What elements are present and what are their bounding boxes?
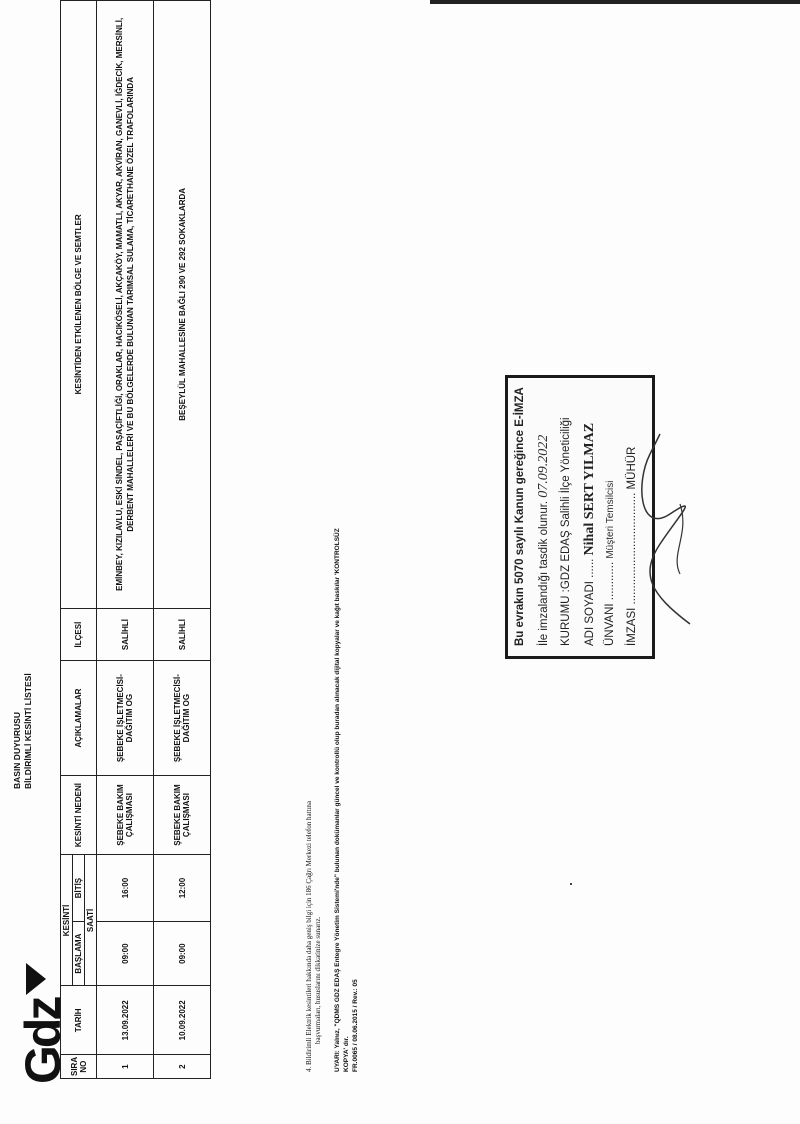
stamp-line-2	[536, 435, 552, 646]
stamp-line-1: Bu evrakın 5070 sayılı Kanun gereğince E-İMZA	[514, 387, 526, 646]
cell-baslama: 09:00	[97, 921, 154, 986]
stamp-line-4: ADI SOYADI ...... Nihal SERT YILMAZ	[582, 422, 597, 646]
cell-aciklama: ŞEBEKE İŞLETMECİSİ-DAĞITIM OG	[97, 661, 154, 775]
bolge-line-1: EMİNBEY, KIZILAVLU, ESKİ SİNDEL, PAŞAÇİFTLİĞİ, ORAKLAR, HACIKÖSELİ, AKÇAKÖY, MAMATLI, AKYAR, AKVİRAN, GANEVLİ, İĞDECİK, MERSİNLİ,	[115, 17, 124, 591]
logo-triangle-icon	[26, 963, 46, 995]
logo-text: Gdz	[15, 998, 71, 1084]
cell-sira: 1	[97, 1055, 154, 1079]
warning-line: UYARI: Yalnız, "QDMS GDZ EDAŞ Entegre Yönetim Sistemi'nde" bulunan dokümanlar güncel ve kontrollü olup buradan alınacak dijital kopyalar ve kağıt baskılar 'KONTROLSÜZ KOPYA' dır.	[334, 528, 350, 1072]
cell-bitis: 12:00	[154, 855, 211, 921]
stamp-name: Nihal SERT YILMAZ	[582, 422, 597, 556]
stamp-unvan-label: ÜNVANI	[604, 603, 616, 646]
table-header-row	[61, 1, 73, 1079]
stamp-line-6: İMZASI ................................... MÜHÜR	[626, 446, 638, 646]
header-sira: SIRA NO	[61, 1055, 97, 1079]
table-row	[154, 1, 211, 1079]
cell-bolge	[154, 1, 211, 609]
note-line-1: 4. Bildirimli Elektrik kesintileri hakkında daha geniş bilgi için 186 Çağrı Merkezi telefon hattına	[305, 801, 313, 1072]
stamp-adi-label: ADI SOYADI	[584, 581, 596, 646]
cell-ilce: SALİHLİ	[154, 608, 211, 661]
cell-bolge	[97, 1, 154, 609]
stamp-imza-label: İMZASI	[626, 607, 638, 646]
cell-aciklama: ŞEBEKE İŞLETMECİSİ-DAĞITIM OG	[154, 661, 211, 775]
stamp-title: Müşteri Temsilcisi	[605, 480, 616, 559]
table-row	[97, 1, 154, 1079]
header-ilce: İLÇESİ	[61, 608, 97, 661]
footer-notes	[305, 512, 360, 1072]
form-code: FR.0065 / 08.06.2015 / Rev.: 05	[352, 979, 359, 1072]
header-kesinti: KESİNTİ	[61, 855, 73, 986]
stamp-line-5: ÜNVANI ............ Müşteri Temsilcisi	[604, 480, 616, 646]
cell-neden: ŞEBEKE BAKIM ÇALIŞMASI	[154, 775, 211, 855]
header-bolge: KESİNTİDEN ETKİLENEN BÖLGE VE SEMTLER	[61, 1, 97, 609]
cell-tarih: 13.09.2022	[97, 986, 154, 1055]
note-line-2: başvurmaları, hususlarını dikkatinize sunarız.	[314, 916, 322, 1044]
document-header	[12, 629, 34, 789]
stamp-date: 07.09.2022	[536, 434, 551, 498]
cell-bitis: 16:00	[97, 855, 154, 921]
header-title-2: BİLDİRİMLİ KESİNTİ LİSTESİ	[23, 673, 33, 789]
stamp-tasdik: İle imzalandığı tasdik olunur.	[538, 500, 550, 646]
outage-table	[60, 0, 211, 1079]
cell-ilce: SALİHLİ	[97, 608, 154, 661]
cell-tarih: 10.09.2022	[154, 986, 211, 1055]
bolge-line-2: DERBENT MAHALLELERİ VE BU BÖLGELERDE BULUNAN TARIMSAL SULAMA, TİCARETHANE ÖZEL TRAFOLARINDA	[126, 77, 135, 532]
cell-neden: ŞEBEKE BAKIM ÇALIŞMASI	[97, 775, 154, 855]
handwritten-signature	[630, 414, 710, 634]
header-aciklama: AÇIKLAMALAR	[61, 661, 97, 775]
stamp-muhur: MÜHÜR	[626, 446, 638, 490]
header-neden: KESİNTİ NEDENİ	[61, 775, 97, 855]
header-bitis: BİTİŞ	[73, 855, 85, 921]
cell-sira: 2	[154, 1055, 211, 1079]
bolge-line-1: BEŞEYLÜL MAHALLESİNE BAĞLI 290 VE 292 SOKAKLARDA	[177, 187, 187, 421]
header-saati: SAATİ	[85, 855, 97, 986]
header-tarih: TARİH	[61, 986, 97, 1055]
stamp-line-3: KURUMU :GDZ EDAŞ Salihli İlçe Yöneticiliği	[560, 417, 572, 646]
header-title-1: BASIN DUYURUSU	[12, 712, 22, 789]
header-baslama: BAŞLAMA	[73, 921, 85, 986]
cell-baslama: 09:00	[154, 921, 211, 986]
